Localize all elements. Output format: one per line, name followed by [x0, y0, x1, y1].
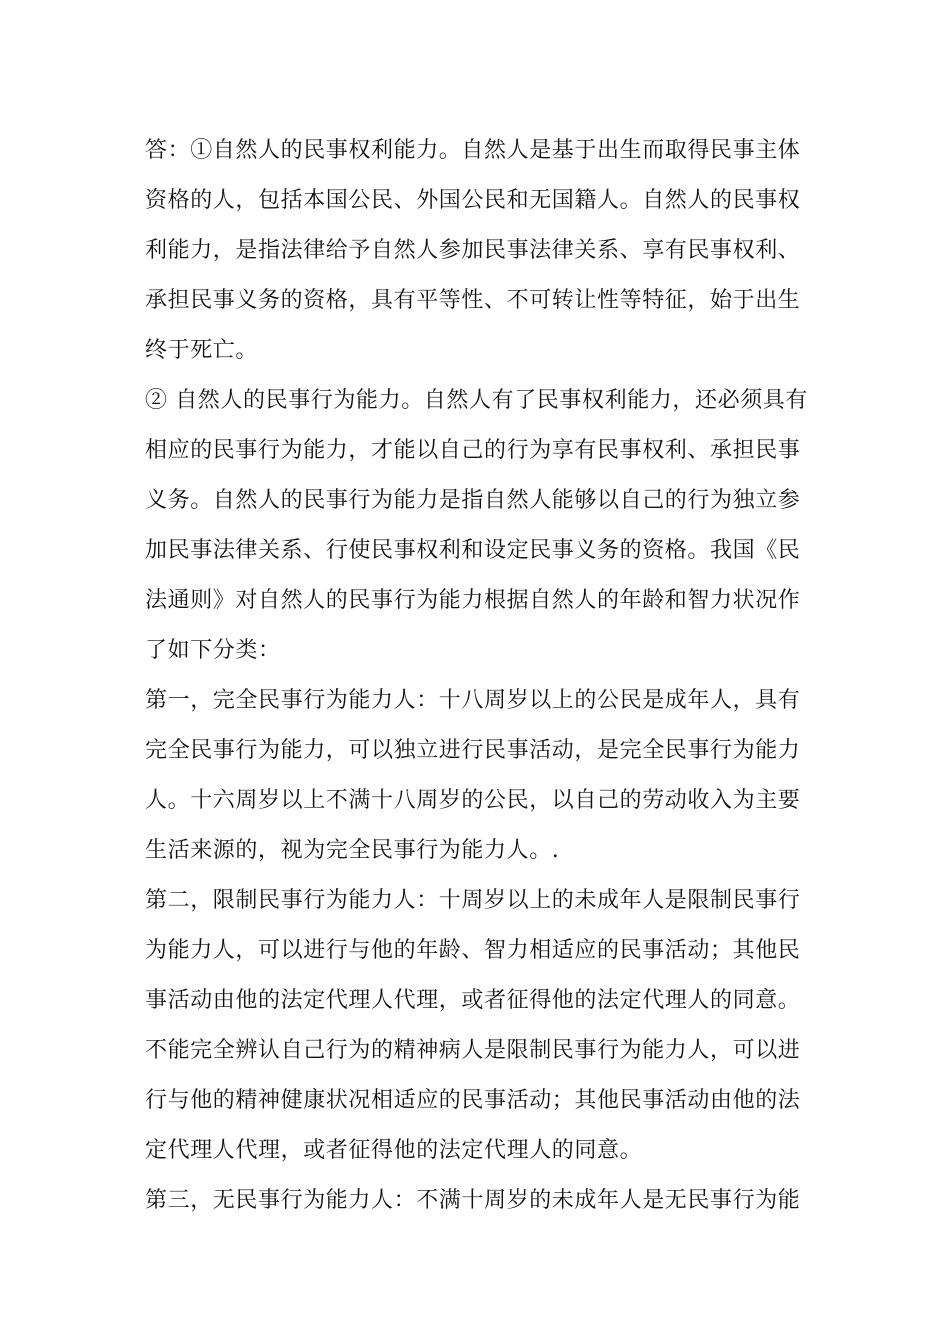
text-line: 完全民事行为能力，可以独立进行民事活动，是完全民事行为能力	[145, 738, 801, 763]
text-line: 行与他的精神健康状况相适应的民事活动；其他民事活动由他的法	[145, 1088, 801, 1113]
text-line: 生活来源的，视为完全民事行为能力人。.	[145, 838, 560, 863]
text-line: 事活动由他的法定代理人代理，或者征得他的法定代理人的同意。	[145, 988, 801, 1013]
text-line: 法通则》对自然人的民事行为能力根据自然人的年龄和智力状况作	[145, 588, 801, 613]
text-line: 加民事法律关系、行使民事权利和设定民事义务的资格。我国《民	[145, 538, 801, 563]
text-line: 利能力，是指法律给予自然人参加民事法律关系、享有民事权利、	[145, 238, 801, 263]
text-line: 义务。自然人的民事行为能力是指自然人能够以自己的行为独立参	[145, 488, 801, 513]
text-line: 为能力人，可以进行与他的年龄、智力相适应的民事活动；其他民	[145, 938, 801, 963]
text-line: 终于死亡。	[145, 338, 259, 363]
text-line: 资格的人，包括本国公民、外国公民和无国籍人。自然人的民事权	[145, 188, 801, 213]
text-line: 承担民事义务的资格，具有平等性、不可转让性等特征，始于出生	[145, 288, 801, 313]
text-line: 人。十六周岁以上不满十八周岁的公民，以自己的劳动收入为主要	[145, 788, 801, 813]
text-line: 答：①自然人的民事权利能力。自然人是基于出生而取得民事主体	[145, 138, 801, 163]
text-line: 了如下分类：	[145, 638, 281, 663]
text-line: 定代理人代理，或者征得他的法定代理人的同意。	[145, 1138, 643, 1163]
text-line: 相应的民事行为能力，才能以自己的行为享有民事权利、承担民事	[145, 438, 801, 463]
text-line: 第二，限制民事行为能力人：十周岁以上的未成年人是限制民事行	[145, 888, 801, 913]
text-line: ② 自然人的民事行为能力。自然人有了民事权利能力，还必须具有	[145, 388, 808, 413]
text-line: 不能完全辨认自己行为的精神病人是限制民事行为能力人，可以进	[145, 1038, 801, 1063]
document-body	[145, 126, 810, 1226]
text-line: 第三，无民事行为能力人：不满十周岁的未成年人是无民事行为能	[145, 1188, 801, 1213]
text-line: 第一，完全民事行为能力人：十八周岁以上的公民是成年人，具有	[145, 688, 801, 713]
